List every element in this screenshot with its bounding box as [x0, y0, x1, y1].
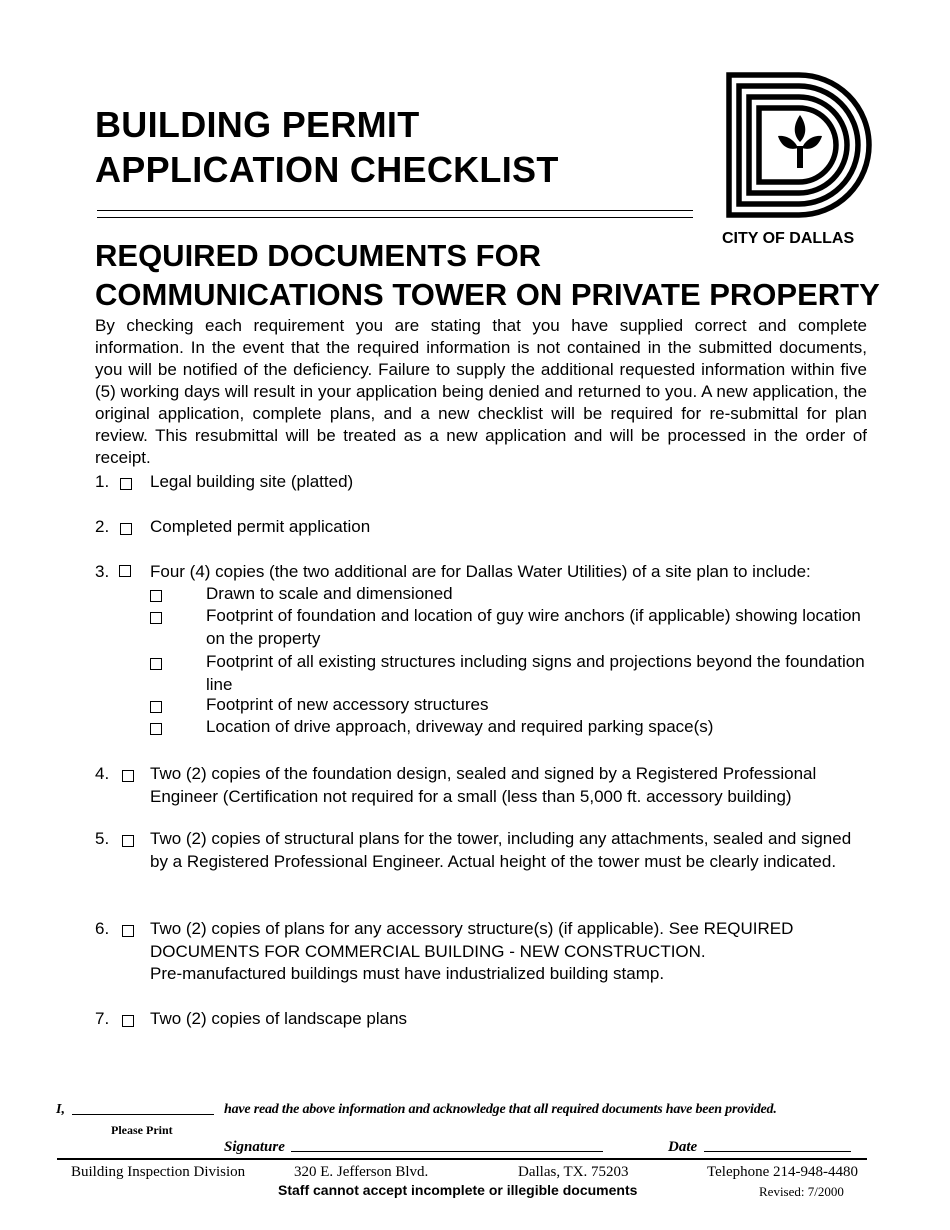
checkbox-subitem-3[interactable]	[150, 658, 162, 670]
checkbox-subitem-4[interactable]	[150, 701, 162, 713]
item-number: 1.	[95, 472, 110, 491]
footer-phone: Telephone 214-948-4480	[707, 1164, 858, 1180]
checkbox-item-7[interactable]	[122, 1015, 134, 1027]
logo-label: CITY OF DALLAS	[722, 230, 855, 247]
checkbox-item-4[interactable]	[122, 770, 134, 782]
please-print-label: Please Print	[111, 1123, 173, 1137]
ack-statement: have read the above information and acknowledge that all required documents have been provided.	[224, 1102, 777, 1117]
subitem-text: Drawn to scale and dimensioned	[206, 584, 453, 603]
item-number: 3.	[95, 562, 110, 581]
name-input-line[interactable]	[72, 1114, 214, 1115]
item-text: Two (2) copies of structural plans for the tower, including any attachments, sealed and signed by a Registered Professional Engineer. Actual height of the tower must be clearly indicated.	[150, 829, 852, 871]
ack-prefix: I,	[56, 1102, 65, 1117]
city-of-dallas-logo	[726, 70, 876, 220]
footer-city: Dallas, TX. 75203	[518, 1164, 629, 1180]
checkbox-item-6[interactable]	[122, 925, 134, 937]
item-text: Four (4) copies (the two additional are for Dallas Water Utilities) of a site plan to include:	[150, 562, 811, 581]
checkbox-subitem-5[interactable]	[150, 723, 162, 735]
subtitle-line-1: REQUIRED DOCUMENTS FOR	[95, 238, 542, 273]
footer-revised: Revised: 7/2000	[759, 1184, 844, 1199]
title-line-2: APPLICATION CHECKLIST	[95, 149, 559, 190]
title-divider	[97, 210, 693, 218]
subitem-text: Footprint of foundation and location of guy wire anchors (if applicable) showing location on the property	[206, 606, 861, 648]
footer-notice: Staff cannot accept incomplete or illegible documents	[278, 1182, 638, 1198]
intro-paragraph: By checking each requirement you are stating that you have supplied correct and complete information. In the event that the required information is not contained in the submitted documents, you will be notified of the deficiency. Failure to supply the additional requested information within five (5) working days will result in your application being denied and returned to you. A new application, the original application, complete plans, and a new checklist will be required for re-submittal for plan review. This resubmittal will be treated as a new application and will be processed in the order of receipt.	[95, 316, 867, 467]
footer-address: 320 E. Jefferson Blvd.	[294, 1164, 429, 1180]
item-text: Completed permit application	[150, 517, 371, 536]
item-text: Two (2) copies of the foundation design, sealed and signed by a Registered Professional Engineer (Certification not required for a small (less than 5,000 ft. accessory building)	[150, 764, 817, 806]
footer-divider	[57, 1158, 867, 1160]
item-number: 2.	[95, 517, 110, 536]
checkbox-item-3[interactable]	[119, 565, 131, 577]
page-title	[95, 102, 559, 192]
checkbox-subitem-1[interactable]	[150, 590, 162, 602]
signature-label: Signature	[224, 1139, 285, 1155]
checkbox-subitem-2[interactable]	[150, 612, 162, 624]
subtitle-line-2: COMMUNICATIONS TOWER ON PRIVATE PROPERTY	[95, 277, 880, 312]
item-number: 7.	[95, 1009, 110, 1028]
checkbox-item-1[interactable]	[120, 478, 132, 490]
date-label: Date	[668, 1139, 698, 1155]
date-input-line[interactable]	[704, 1151, 851, 1152]
subitem-text: Footprint of all existing structures including signs and projections beyond the foundation line	[206, 652, 865, 694]
signature-input-line[interactable]	[291, 1151, 603, 1152]
item-text: Legal building site (platted)	[150, 472, 354, 491]
item-number: 5.	[95, 829, 110, 848]
title-line-1: BUILDING PERMIT	[95, 104, 420, 145]
subitem-text: Footprint of new accessory structures	[206, 695, 489, 714]
document-subtitle	[95, 236, 880, 314]
item-number: 4.	[95, 764, 110, 783]
footer-division: Building Inspection Division	[71, 1164, 246, 1180]
item-number: 6.	[95, 919, 110, 938]
checkbox-item-2[interactable]	[120, 523, 132, 535]
subitem-text: Location of drive approach, driveway and required parking space(s)	[206, 717, 714, 736]
checkbox-item-5[interactable]	[122, 835, 134, 847]
item-text: Two (2) copies of landscape plans	[150, 1009, 408, 1028]
item-text: Two (2) copies of plans for any accessory structure(s) (if applicable). See REQUIRED DOCUMENTS FOR COMMERCIAL BUILDING - NEW CONSTRUCTION. Pre-manufactured buildings must have industrialized building stamp.	[150, 919, 794, 983]
